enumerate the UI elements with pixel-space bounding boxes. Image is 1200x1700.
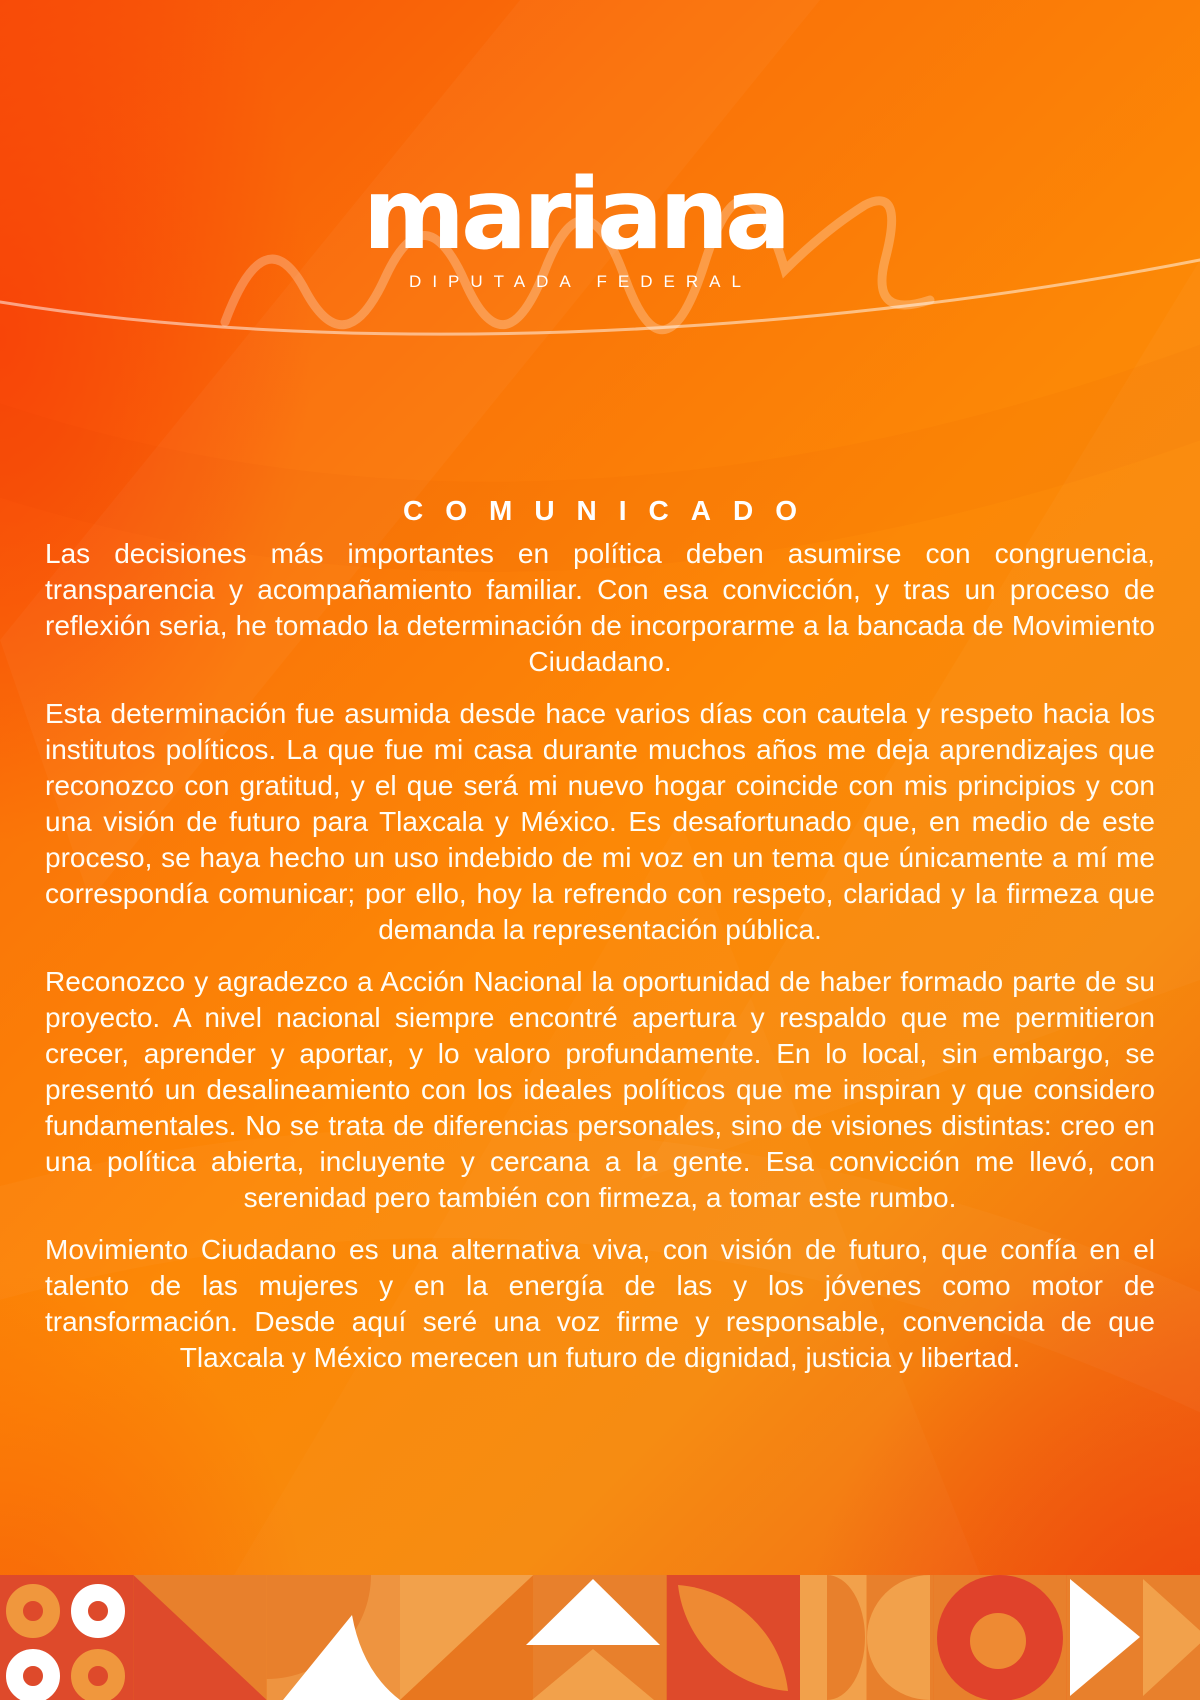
logo-block <box>0 158 1175 292</box>
communique-body <box>45 536 1155 1392</box>
pattern-tile-triangles-up <box>526 1575 667 1700</box>
pattern-tile-half-circles <box>800 1575 933 1700</box>
pattern-tile-ring <box>933 1575 1066 1700</box>
logo-subtitle: DIPUTADA FEDERAL <box>409 272 752 291</box>
paragraph-3: Reconozco y agradezco a Acción Nacional la oportunidad de haber formado parte de su proyecto. A nivel nacional siempre encontré apertura y respaldo que me permitieron crecer, aprender y aportar, y lo valoro profundamente. En lo local, sin embargo, se presentó un desalineamiento con los ideales políticos que me inspiran y que considero fundamentales. No se trata de diferencias personales, sino de visiones distintas: creo en una política abierta, incluyente y cercana a la gente. Esa convicción me llevó, con serenidad pero también con firmeza, a tomar este rumbo. <box>45 966 1155 1213</box>
paragraph-4: Movimiento Ciudadano es una alternativa viva, con visión de futuro, que confía en el talento de las mujeres y en la energía de las y los jóvenes como motor de transformación. Desde aquí seré una voz firme y responsable, convencida de que Tlaxcala y México merecen un futuro de dignidad, justicia y libertad. <box>45 1234 1155 1373</box>
pattern-tile-leaf <box>667 1575 800 1700</box>
logo-wordmark: mariana <box>362 158 788 272</box>
pattern-tile-quarter-circle <box>267 1575 400 1700</box>
paragraph-1: Las decisiones más importantes en política deben asumirse con congruencia, transparencia y acompañamiento familiar. Con esa convicción, y tras un proceso de reflexión seria, he tomado la determinación de incorporarme a la bancada de Movimiento Ciudadano. <box>45 538 1155 677</box>
pattern-tile-play-triangles <box>1067 1575 1200 1700</box>
paragraph-2: Esta determinación fue asumida desde hace varios días con cautela y respeto hacia los institutos políticos. La que fue mi casa durante muchos años me deja aprendizajes que reconozco con gratitud, y el que será mi nuevo hogar coincide con mis principios y con una visión de futuro para Tlaxcala y México. Es desafortunado que, en medio de este proceso, se haya hecho un uso indebido de mi voz en un tema que únicamente a mí me correspondía comunicar; por ello, hoy la refrendo con respeto, claridad y la firmeza que demanda la representación pública. <box>45 698 1155 945</box>
pattern-tile-diagonal-orange <box>400 1575 533 1700</box>
footer-pattern <box>0 1575 1200 1700</box>
pattern-tile-diagonal <box>133 1575 266 1700</box>
pattern-tile-donut-grid <box>0 1575 133 1700</box>
page-title: COMUNICADO <box>403 494 819 526</box>
